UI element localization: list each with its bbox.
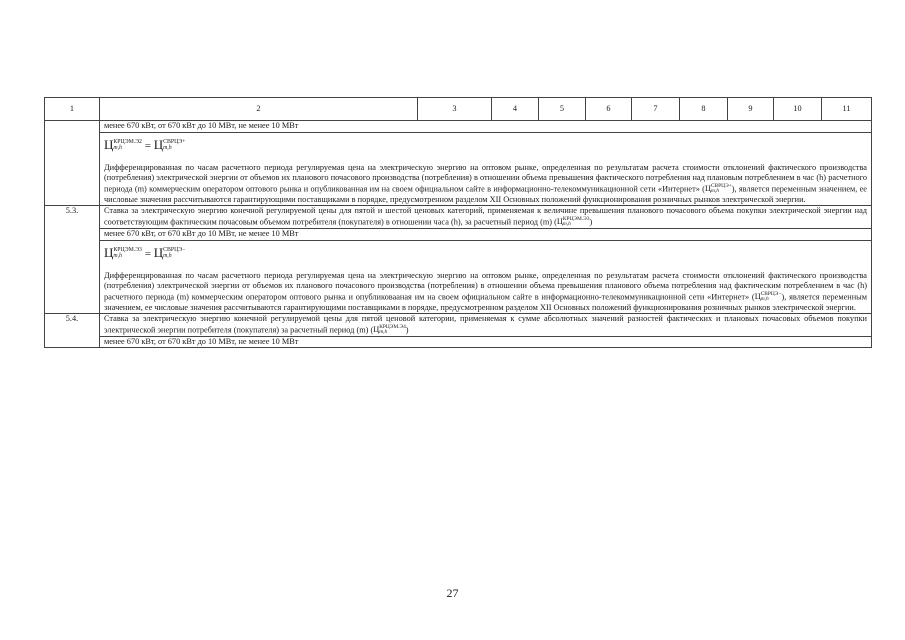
item-description: Ставка за электрическую энергию конечной регулируемой цены для пятой и шестой ценовых категорий, применяемая к величине превышения планового почасового объема покупки электрической энергии над соответствующим фактическим почасовым объемом потребителя (покупателя) в отношении часа (h), за расчетный период (m) (Ц КРЦЭМ.Э3 m,h ): [100, 206, 872, 229]
table-row: [45, 206, 872, 229]
col-header: 1: [45, 98, 100, 121]
power-range-text: менее 670 кВт, от 670 кВт до 10 МВт, не менее 10 МВт: [100, 336, 872, 348]
table-row: [45, 228, 872, 240]
power-range-text: менее 670 кВт, от 670 кВт до 10 МВт, не менее 10 МВт: [100, 228, 872, 240]
col-header: 7: [632, 98, 680, 121]
item-number: 5.4.: [45, 314, 100, 348]
table-row: [45, 132, 872, 206]
col-header: 4: [492, 98, 539, 121]
description-text: Дифференцированная по часам расчетного периода регулируемая цена на электрическую энергию на оптовом рынке, определенная по результатам расчета стоимости отклонений фактического производства (потребления) электрической энергии от объемов их планового почасового производства (потребления) в отношении объема превышения планового объема потребления над фактическим потреблением в час (h) расчетного периода (m) коммерческим оператором оптового рынка и опубликовааная им на своем официальном сайте в информационно-телекоммуникационной сети «Интернет» (: [104, 270, 867, 302]
table-row: [45, 240, 872, 314]
item-number-cell: [45, 121, 100, 206]
table-row: [45, 336, 872, 348]
item-description: Ставка за электрическую энергию конечной регулируемой цены для пятой ценовой категории, применяемая к сумме абсолютных значений разностей фактических и плановых почасовых объемов покупки электрической энергии потребителя (покупателя) за расчетный период (m) (Ц КРЦЭМ.Э4 m,h ): [100, 314, 872, 337]
col-header: 11: [822, 98, 872, 121]
description-text: ), является переменным значением, ее числовые значения рассчитываются гарантирующими поставщиками в порядке, предусмотренном разделом XII Основных положений функционирования розничных рынков электрической энергии.: [104, 184, 867, 204]
formula-e3: Ц КРЦЭМ.Э3 m,h = Ц СВРЦЭ− m,h: [104, 244, 186, 260]
formula-description-cell: [100, 240, 872, 314]
inline-symbol: Ц КРЦЭМ.Э3 m,h: [556, 215, 590, 228]
item-number: 5.3.: [45, 206, 100, 314]
col-header: 3: [418, 98, 492, 121]
col-header: 8: [680, 98, 728, 121]
col-header: 5: [539, 98, 586, 121]
table-row: [45, 121, 872, 133]
inline-symbol: Ц КРЦЭМ.Э4 m,h: [373, 323, 406, 336]
formula-e2: Ц КРЦЭМ.Э2 m,h = Ц СВРЦЭ+ m,h: [104, 136, 186, 152]
col-header: 6: [586, 98, 632, 121]
col-header: 9: [728, 98, 774, 121]
table-row: [45, 314, 872, 337]
header-row: [45, 98, 872, 121]
description-text: Дифференцированная по часам расчетного периода регулируемая цена на электрическую энергию на оптовом рынке, определенная по результатам расчета стоимости отклонений фактического производства (потребления) электрической энергии от объемов их планового почасового производства (потребления) в отношении объема превышения фактического потребления над плановым потреблением в час (h) расчетного периода (m) коммерческим оператором оптового рынка и опубликованная им на своем официальном сайте в информационно-телекоммуникационной сети «Интернет» (: [104, 162, 867, 194]
tariff-table: [44, 97, 872, 348]
inline-symbol: Ц СВРЦЭ+ m,h: [704, 182, 732, 195]
description-text: ), является переменным значением, ее числовые значения рассчитываются гарантирующими поставщиками в порядке, предусмотренном разделом XII Основных положений функционирования розничных рынков электрической энергии.: [104, 292, 868, 312]
col-header: 10: [774, 98, 822, 121]
col-header: 2: [100, 98, 418, 121]
page-number: 27: [446, 586, 459, 600]
formula-description-cell: [100, 132, 872, 206]
inline-symbol: Ц СВРЦЭ− m,h: [754, 290, 782, 303]
power-range-text: менее 670 кВт, от 670 кВт до 10 МВт, не менее 10 МВт: [100, 121, 872, 133]
